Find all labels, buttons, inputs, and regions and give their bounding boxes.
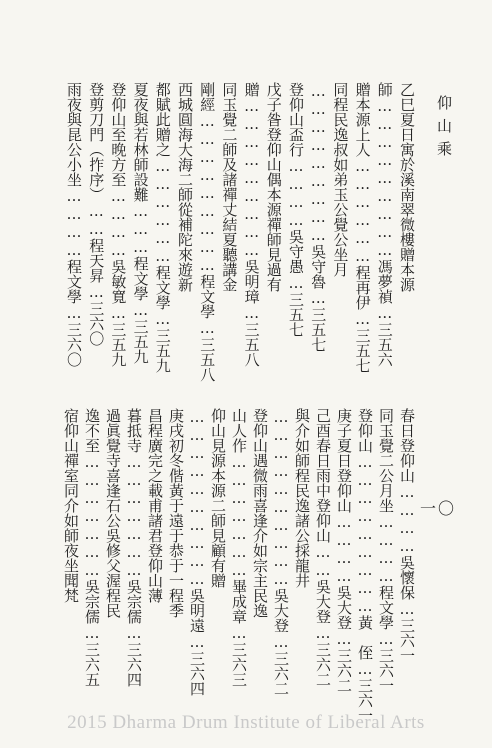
toc-column: 登仰山………………………黃 侄…三六一 (356, 408, 374, 723)
toc-column: 昌程廣完之載甫諸君登仰山薄 (146, 408, 164, 603)
toc-column: 同程民逸叔如弟玉公覺公坐月 (331, 82, 350, 277)
toc-column: …………………………吳大登…三六二 (272, 408, 290, 696)
toc-column: ………………………吳守魯…三五七 (309, 82, 328, 352)
toc-column: 都賦此贈之………………程文學…三五九 (153, 82, 172, 373)
toc-column: 宿仰山禪室同介如師夜坐聞梵 (62, 408, 80, 603)
toc-column: …………………………吳明遠…三六四 (188, 408, 206, 696)
toc-column: 剛經………………………程文學…三五八 (198, 82, 217, 382)
toc-column: 己酉春日雨中登仰山……吳大登…三六二 (314, 408, 332, 687)
toc-column: 登仰山遇微雨喜逢介如宗主民逸 (251, 408, 269, 618)
toc-column: 夏夜與若林師設難………程文學…三五九 (131, 82, 150, 364)
toc-column: 過眞覺寺喜逢石公吳修父渥程民 (104, 408, 122, 618)
toc-column: 戊子昝登仰山偶本源禪師見過有 (264, 82, 283, 292)
toc-column: 師………………………馮夢禎…三五六 (375, 82, 394, 367)
toc-column: 西城圓海大海二師從補陀來遊新 (176, 82, 194, 292)
page-number: 一〇 (420, 499, 457, 518)
toc-column: 春日登仰山…………吳懷保…三六一 (398, 408, 416, 663)
toc-column: 逸不至…………………吳宗儒…三六五 (83, 408, 101, 687)
watermark: 2015 Dharma Drum Institute of Liberal Arts (67, 712, 425, 733)
toc-column: 庚戌初冬偕黃于遠于恭于一程季 (167, 408, 185, 618)
toc-column: 仰山見源本源二師見顧有贈 (209, 408, 227, 588)
toc-column: 庚子夏日登仰山…………吳大登…三六二 (335, 408, 353, 693)
toc-column: 登仰山至晚方至…………吳敏寬…三五九 (109, 82, 128, 367)
toc-column: 暮抵寺…………………吳宗儒…三六四 (125, 408, 143, 687)
toc-column: 乙巳夏日寓於溪南翠微樓贈本源 (398, 82, 416, 292)
toc-column: 與介如師程民逸諸公採龍井 (293, 408, 311, 588)
toc-column: 贈………………………吳明璋…三五八 (242, 82, 261, 367)
running-title: 仰山乘 (435, 95, 453, 164)
toc-column: 同玉覺二師及諸禪丈結夏聽講金 (220, 82, 239, 292)
toc-column: 登剪刀門（拃序）……程天昇…三六〇 (87, 82, 106, 346)
toc-column: 同玉覺二公月坐…………程文學…三六一 (377, 408, 395, 693)
toc-column: 山人作…………………畢成章…三六三 (230, 408, 248, 687)
toc-column: 登仰山盃行…………吳守愚…三五七 (287, 82, 305, 337)
toc-column: 贈本源上人………………程再伊…三五七 (353, 82, 372, 373)
toc-column: 雨夜與昆公小坐…………程文學…三六〇 (65, 82, 83, 367)
